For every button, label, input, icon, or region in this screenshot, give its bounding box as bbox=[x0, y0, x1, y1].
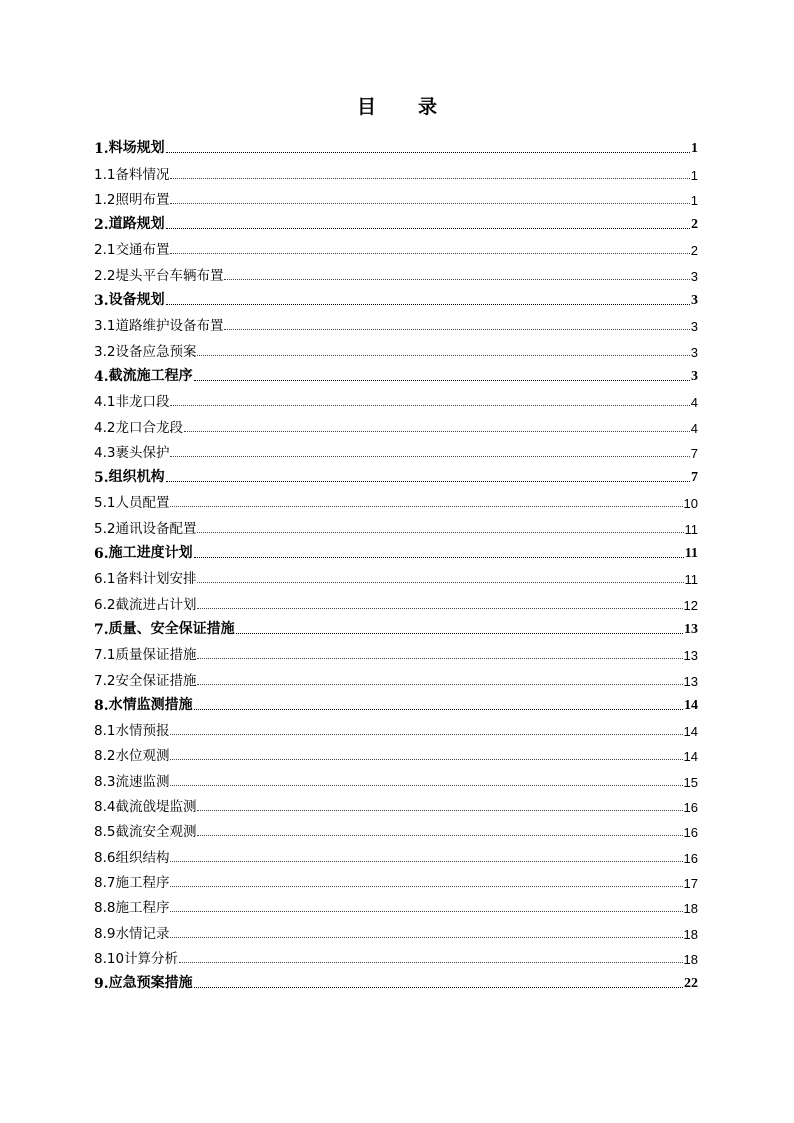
toc-chapter-entry[interactable] bbox=[94, 132, 698, 157]
toc-dot-leader bbox=[166, 481, 690, 482]
toc-entry-label: 截流戗堤监测 bbox=[115, 799, 197, 816]
toc-entry-number: 4. bbox=[94, 368, 109, 385]
toc-entry-label: 施工程序 bbox=[115, 874, 170, 891]
toc-entry-label: 备料情况 bbox=[115, 166, 170, 183]
toc-page-number: 3 bbox=[690, 319, 698, 335]
toc-page-number: 16 bbox=[683, 800, 698, 816]
toc-page-number: 3 bbox=[690, 344, 698, 360]
toc-entry-number: 8.3 bbox=[94, 773, 116, 790]
toc-page-number: 4 bbox=[690, 395, 698, 411]
toc-page-number: 15 bbox=[683, 774, 698, 790]
toc-entry-number: 3.2 bbox=[94, 343, 116, 360]
toc-section-entry[interactable] bbox=[94, 562, 698, 587]
toc-section-entry[interactable] bbox=[94, 714, 698, 739]
toc-section-entry[interactable] bbox=[94, 739, 698, 764]
toc-entry-number: 6.1 bbox=[94, 571, 116, 588]
toc-page-number: 16 bbox=[683, 850, 698, 866]
toc-section-entry[interactable] bbox=[94, 638, 698, 663]
toc-entry-number: 8.6 bbox=[94, 849, 116, 866]
toc-dot-leader bbox=[197, 684, 682, 685]
toc-entry-label: 通讯设备配置 bbox=[115, 520, 197, 537]
toc-page-number: 1 bbox=[690, 167, 698, 183]
toc-dot-leader bbox=[170, 506, 682, 507]
toc-entry-label: 龙口合龙段 bbox=[115, 419, 183, 436]
toc-chapter-entry[interactable] bbox=[94, 360, 698, 385]
toc-entry-number: 1.2 bbox=[94, 191, 116, 208]
toc-page-number: 13 bbox=[684, 621, 698, 637]
toc-dot-leader bbox=[184, 431, 690, 432]
toc-section-entry[interactable] bbox=[94, 790, 698, 815]
toc-dot-leader bbox=[170, 785, 682, 786]
toc-entry-number: 8.10 bbox=[94, 950, 125, 967]
toc-page-number: 22 bbox=[684, 976, 698, 992]
toc-section-entry[interactable] bbox=[94, 157, 698, 182]
toc-entry-label: 交通布置 bbox=[115, 242, 170, 259]
toc-entry-label: 道路维护设备布置 bbox=[115, 318, 224, 335]
toc-dot-leader bbox=[170, 734, 682, 735]
toc-chapter-entry[interactable] bbox=[94, 689, 698, 714]
toc-section-entry[interactable] bbox=[94, 916, 698, 941]
toc-section-entry[interactable] bbox=[94, 410, 698, 435]
toc-entry-number: 5. bbox=[94, 470, 109, 487]
toc-title-char-2: 录 bbox=[418, 96, 438, 118]
toc-entry-number: 8.7 bbox=[94, 874, 116, 891]
toc-entry-number: 2.1 bbox=[94, 242, 116, 259]
toc-entry-label: 应急预案措施 bbox=[108, 975, 193, 992]
toc-page-number: 11 bbox=[684, 521, 698, 537]
toc-entry-label: 质量、安全保证措施 bbox=[108, 620, 235, 637]
toc-chapter-entry[interactable] bbox=[94, 967, 698, 992]
toc-entry-number: 4.1 bbox=[94, 394, 116, 411]
toc-dot-leader bbox=[170, 861, 682, 862]
toc-title bbox=[0, 93, 794, 121]
toc-entry-label: 施工进度计划 bbox=[108, 545, 193, 562]
toc-entry-label: 流速监测 bbox=[115, 773, 170, 790]
toc-dot-leader bbox=[194, 380, 690, 381]
toc-dot-leader bbox=[166, 304, 690, 305]
toc-entry-number: 8.4 bbox=[94, 799, 116, 816]
toc-page-number: 4 bbox=[690, 420, 698, 436]
toc-entry-number: 2.2 bbox=[94, 267, 116, 284]
toc-chapter-entry[interactable] bbox=[94, 208, 698, 233]
toc-dot-leader bbox=[224, 279, 689, 280]
toc-dot-leader bbox=[197, 810, 682, 811]
toc-entry-number: 1.1 bbox=[94, 166, 116, 183]
toc-section-entry[interactable] bbox=[94, 840, 698, 865]
toc-page-number: 17 bbox=[683, 875, 698, 891]
toc-section-entry[interactable] bbox=[94, 385, 698, 410]
toc-section-entry[interactable] bbox=[94, 436, 698, 461]
toc-dot-leader bbox=[197, 835, 682, 836]
toc-chapter-entry[interactable] bbox=[94, 613, 698, 638]
toc-page-number: 13 bbox=[683, 648, 698, 664]
toc-page-number: 7 bbox=[691, 470, 698, 486]
toc-page-number: 18 bbox=[683, 951, 698, 967]
toc-entry-label: 组织机构 bbox=[108, 469, 165, 486]
toc-section-entry[interactable] bbox=[94, 334, 698, 359]
toc-page-number: 14 bbox=[683, 749, 698, 765]
toc-entry-label: 组织结构 bbox=[115, 849, 170, 866]
toc-section-entry[interactable] bbox=[94, 866, 698, 891]
toc-page-number: 11 bbox=[684, 546, 698, 562]
toc-entry-number: 8.2 bbox=[94, 748, 116, 765]
toc-section-entry[interactable] bbox=[94, 233, 698, 258]
toc-chapter-entry[interactable] bbox=[94, 537, 698, 562]
toc-dot-leader bbox=[197, 582, 683, 583]
toc-title-char-1: 目 bbox=[356, 96, 376, 118]
toc-entry-number: 8. bbox=[94, 697, 109, 714]
toc-entry-label: 截流进占计划 bbox=[115, 596, 197, 613]
toc-page-number: 13 bbox=[683, 673, 698, 689]
toc-page-number: 16 bbox=[683, 825, 698, 841]
toc-entry-label: 质量保证措施 bbox=[115, 647, 197, 664]
toc-entry-label: 截流安全观测 bbox=[115, 824, 197, 841]
toc-page-number: 18 bbox=[683, 901, 698, 917]
toc-entry-number: 8.1 bbox=[94, 723, 116, 740]
toc-entry-number: 8.5 bbox=[94, 824, 116, 841]
toc-entry-number: 4.2 bbox=[94, 419, 116, 436]
toc-page-number: 10 bbox=[683, 496, 698, 512]
toc-entry-number: 7.1 bbox=[94, 647, 116, 664]
toc-entry-number: 3.1 bbox=[94, 318, 116, 335]
toc-page-number: 14 bbox=[683, 724, 698, 740]
toc-dot-leader bbox=[194, 557, 684, 558]
toc-entry-label: 备料计划安排 bbox=[115, 571, 197, 588]
toc-section-entry[interactable] bbox=[94, 183, 698, 208]
toc-dot-leader bbox=[170, 203, 689, 204]
toc-entry-number: 4.3 bbox=[94, 444, 116, 461]
toc-section-entry[interactable] bbox=[94, 663, 698, 688]
toc-page-number: 2 bbox=[690, 243, 698, 259]
toc-entry-number: 8.8 bbox=[94, 900, 116, 917]
toc-entry-label: 设备应急预案 bbox=[115, 343, 197, 360]
toc-entry-label: 截流施工程序 bbox=[108, 367, 193, 384]
toc-dot-leader bbox=[170, 886, 682, 887]
toc-entry-number: 5.1 bbox=[94, 495, 116, 512]
toc-section-entry[interactable] bbox=[94, 764, 698, 789]
toc-entry-number: 8.9 bbox=[94, 925, 116, 942]
toc-page-number: 11 bbox=[684, 572, 698, 588]
toc-dot-leader bbox=[197, 532, 683, 533]
toc-dot-leader bbox=[197, 608, 682, 609]
toc-entry-label: 水位观测 bbox=[115, 748, 170, 765]
toc-dot-leader bbox=[179, 962, 682, 963]
toc-list bbox=[94, 132, 698, 992]
toc-entry-label: 非龙口段 bbox=[115, 394, 170, 411]
toc-page-number: 1 bbox=[690, 192, 698, 208]
toc-dot-leader bbox=[194, 709, 683, 710]
toc-page-number: 14 bbox=[684, 697, 698, 713]
toc-dot-leader bbox=[194, 987, 683, 988]
toc-page-number: 3 bbox=[690, 268, 698, 284]
toc-entry-label: 计算分析 bbox=[124, 950, 179, 967]
toc-section-entry[interactable] bbox=[94, 587, 698, 612]
toc-entry-label: 料场规划 bbox=[108, 140, 165, 157]
toc-entry-label: 水情预报 bbox=[115, 723, 170, 740]
toc-dot-leader bbox=[166, 152, 690, 153]
toc-section-entry[interactable] bbox=[94, 815, 698, 840]
toc-dot-leader bbox=[224, 329, 689, 330]
toc-entry-number: 3. bbox=[94, 293, 109, 310]
toc-dot-leader bbox=[236, 633, 683, 634]
toc-entry-number: 6.2 bbox=[94, 596, 116, 613]
toc-dot-leader bbox=[170, 911, 682, 912]
toc-page-number: 1 bbox=[691, 141, 698, 157]
toc-dot-leader bbox=[170, 937, 682, 938]
toc-entry-label: 照明布置 bbox=[115, 191, 170, 208]
toc-chapter-entry[interactable] bbox=[94, 461, 698, 486]
toc-dot-leader bbox=[170, 759, 682, 760]
toc-page-number: 18 bbox=[683, 926, 698, 942]
toc-dot-leader bbox=[197, 658, 682, 659]
toc-section-entry[interactable] bbox=[94, 486, 698, 511]
toc-dot-leader bbox=[170, 405, 689, 406]
toc-entry-label: 人员配置 bbox=[115, 495, 170, 512]
toc-entry-number: 2. bbox=[94, 217, 109, 234]
toc-dot-leader bbox=[197, 355, 689, 356]
toc-entry-label: 安全保证措施 bbox=[115, 672, 197, 689]
toc-entry-label: 水情记录 bbox=[115, 925, 170, 942]
toc-section-entry[interactable] bbox=[94, 309, 698, 334]
toc-entry-label: 裹头保护 bbox=[115, 444, 170, 461]
toc-entry-label: 设备规划 bbox=[108, 292, 165, 309]
toc-dot-leader bbox=[166, 228, 690, 229]
toc-entry-label: 堤头平台车辆布置 bbox=[115, 267, 224, 284]
toc-section-entry[interactable] bbox=[94, 891, 698, 916]
toc-dot-leader bbox=[170, 178, 689, 179]
toc-entry-number: 1. bbox=[94, 141, 109, 158]
toc-section-entry[interactable] bbox=[94, 258, 698, 283]
toc-entry-number: 7. bbox=[94, 621, 109, 638]
toc-chapter-entry[interactable] bbox=[94, 284, 698, 309]
toc-entry-number: 7.2 bbox=[94, 672, 116, 689]
toc-page-number: 12 bbox=[683, 597, 698, 613]
toc-section-entry[interactable] bbox=[94, 511, 698, 536]
toc-entry-number: 6. bbox=[94, 546, 109, 563]
toc-entry-number: 9. bbox=[94, 976, 109, 993]
toc-dot-leader bbox=[170, 456, 689, 457]
toc-entry-label: 施工程序 bbox=[115, 900, 170, 917]
toc-section-entry[interactable] bbox=[94, 942, 698, 967]
toc-page-number: 3 bbox=[691, 293, 698, 309]
toc-page-number: 3 bbox=[691, 368, 698, 384]
toc-entry-number: 5.2 bbox=[94, 520, 116, 537]
toc-entry-label: 水情监测措施 bbox=[108, 696, 193, 713]
toc-page-number: 7 bbox=[690, 445, 698, 461]
toc-page-number: 2 bbox=[691, 217, 698, 233]
toc-entry-label: 道路规划 bbox=[108, 216, 165, 233]
toc-dot-leader bbox=[170, 253, 689, 254]
